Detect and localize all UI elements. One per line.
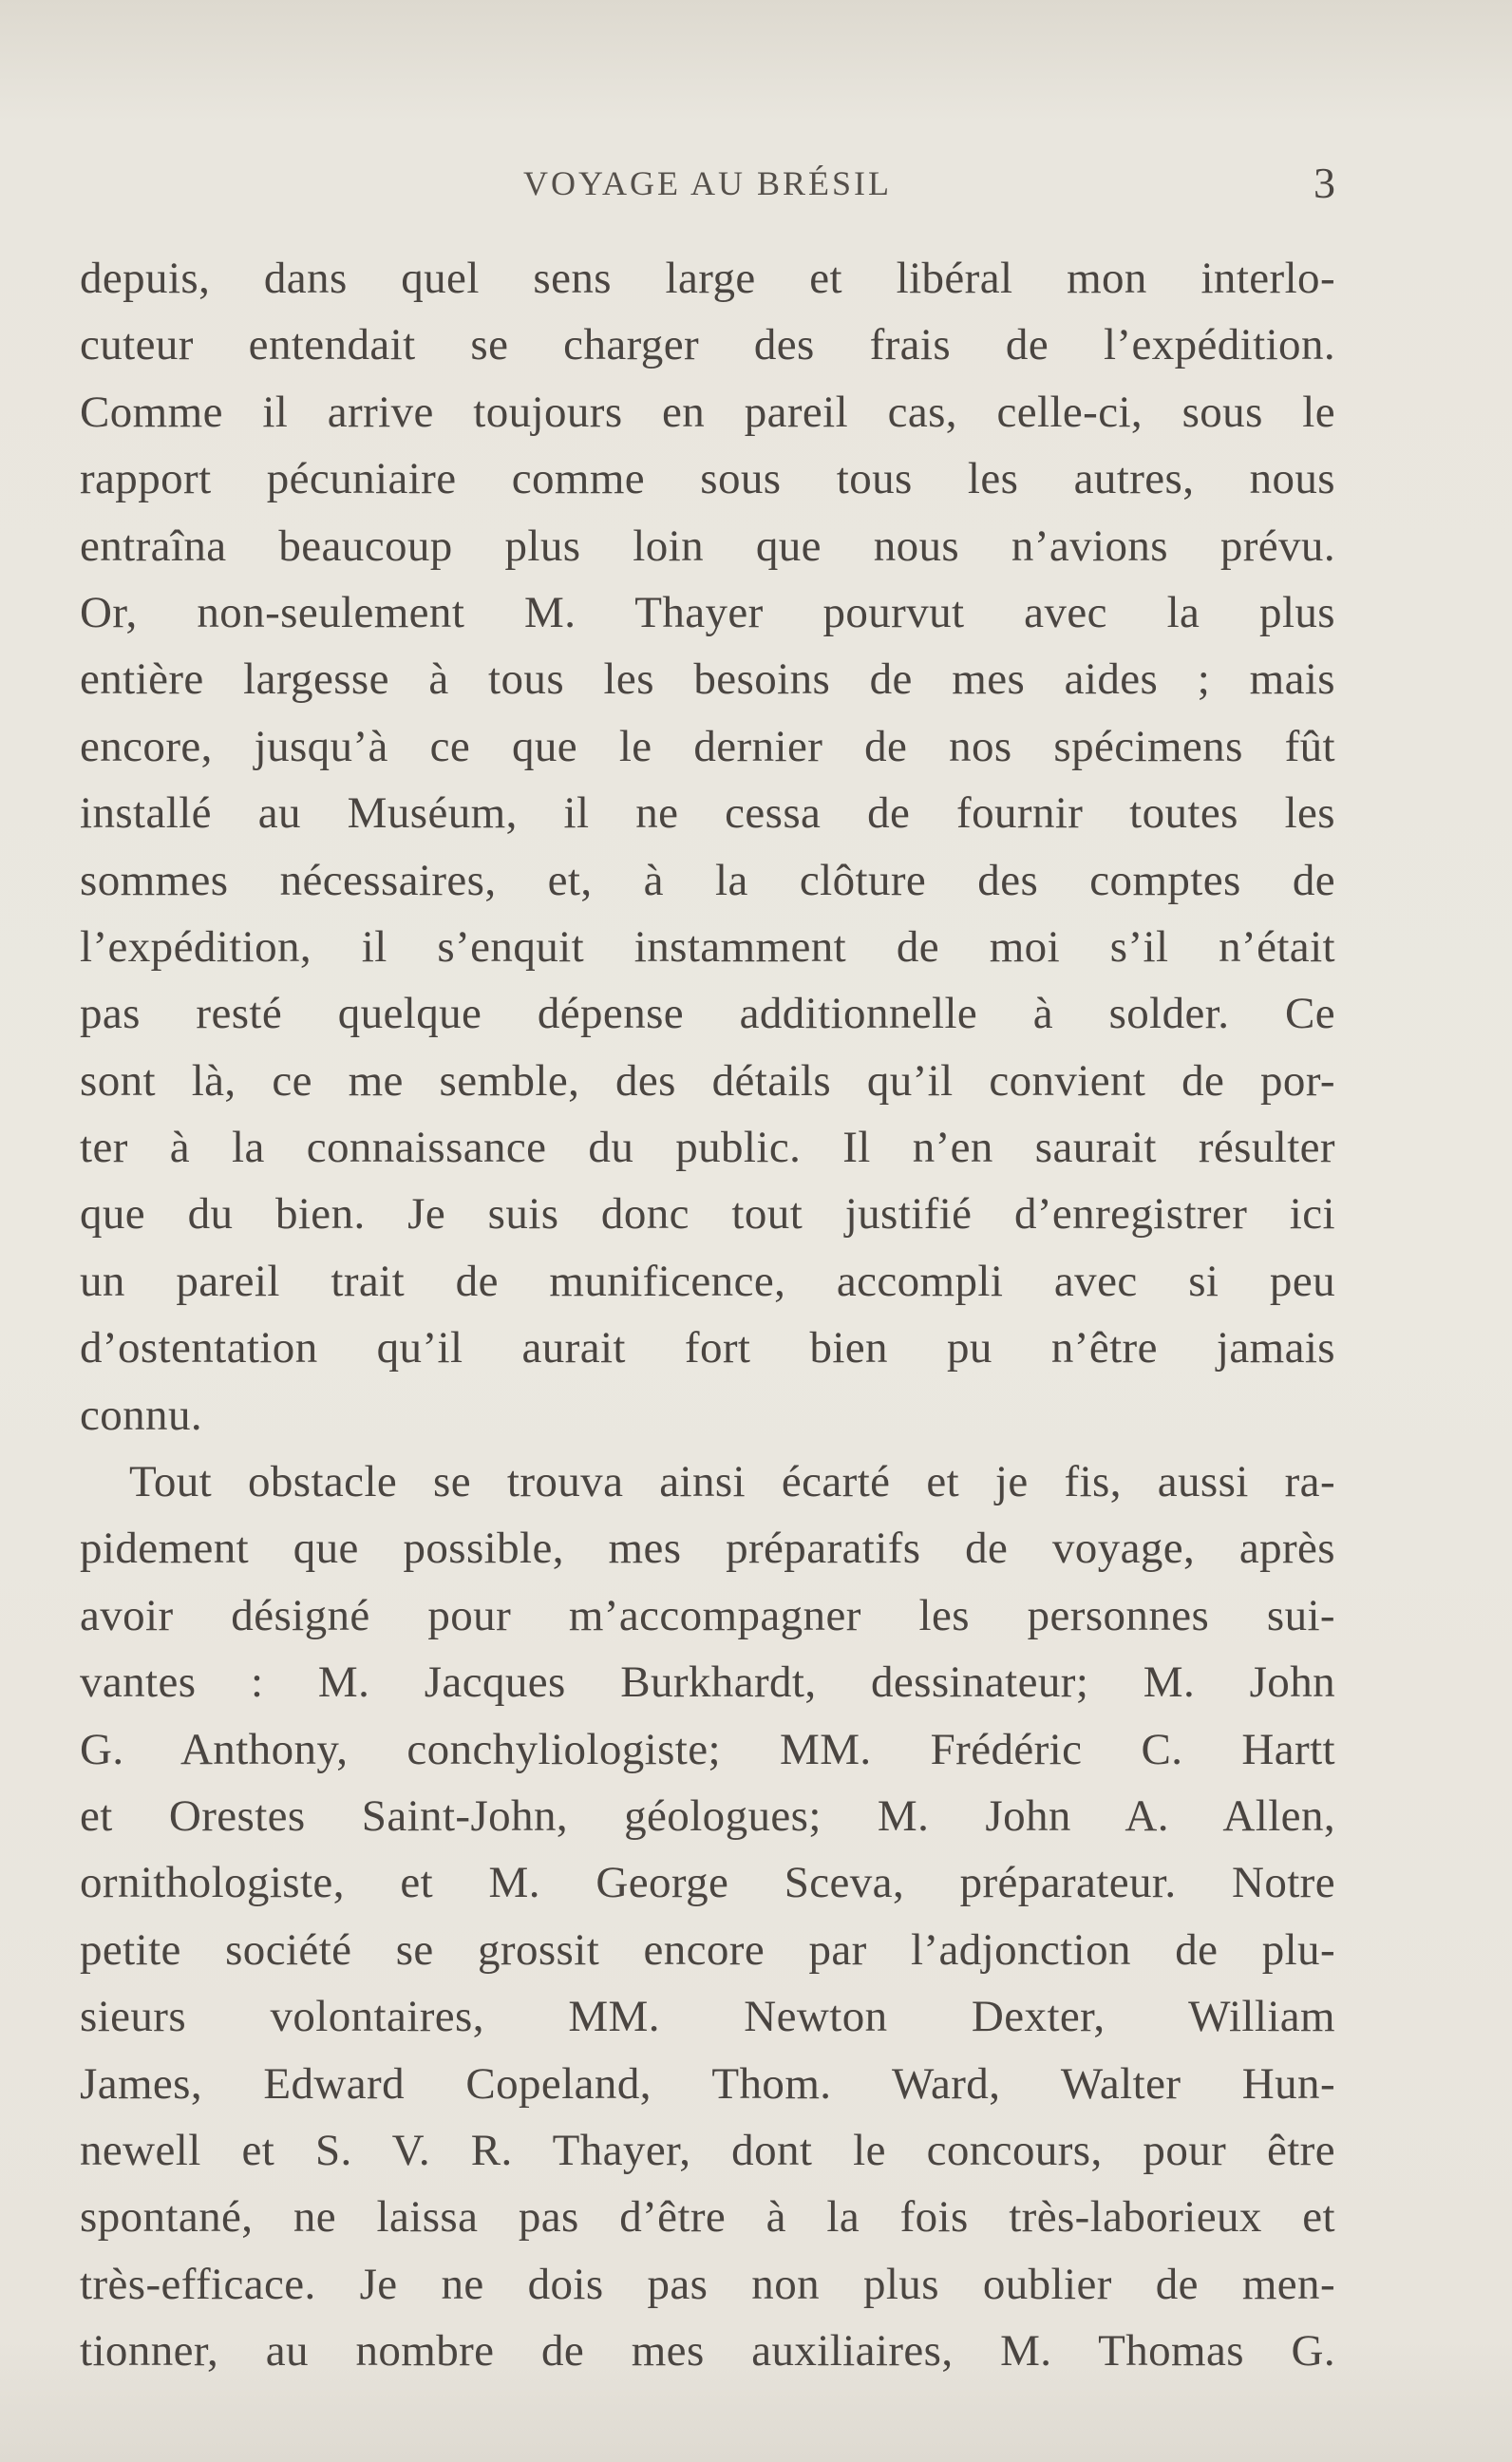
text-line: et Orestes Saint-John, géologues; M. John A. Allen, <box>80 1790 1335 1841</box>
text-line: sommes nécessaires, et, à la clôture des comptes de <box>80 855 1335 905</box>
text-line: ter à la connaissance du public. Il n’en saurait résulter <box>80 1123 1335 1173</box>
text-line: un pareil trait de munificence, accompli avec si peu <box>80 1256 1335 1306</box>
text-line: vantes : M. Jacques Burkhardt, dessinateur; M. John <box>80 1657 1335 1708</box>
text-line: Or, non-seulement M. Thayer pourvut avec la plus <box>80 587 1335 637</box>
text-line: rapport pécuniaire comme sous tous les autres, nous <box>80 454 1335 504</box>
text-line: pas resté quelque dépense additionnelle à solder. Ce <box>80 989 1335 1039</box>
text-line: ornithologiste, et M. George Sceva, préparateur. Notre <box>80 1858 1335 1908</box>
text-line: Comme il arrive toujours en pareil cas, celle-ci, sous le <box>80 387 1335 437</box>
text-line: tionner, au nombre de mes auxiliaires, M. Thomas G. <box>80 2326 1335 2377</box>
text-line: spontané, ne laissa pas d’être à la fois très-laborieux et <box>80 2192 1335 2243</box>
text-line: encore, jusqu’à ce que le dernier de nos spécimens fût <box>80 721 1335 771</box>
text-line: l’expédition, il s’enquit instamment de moi s’il n’était <box>80 921 1335 972</box>
text-line: entière largesse à tous les besoins de mes aides ; mais <box>80 654 1335 705</box>
text-line: depuis, dans quel sens large et libéral mon interlo- <box>80 254 1335 303</box>
text-line: cuteur entendait se charger des frais de l’expédition. <box>80 320 1335 370</box>
text-line: pidement que possible, mes préparatifs de voyage, après <box>80 1524 1335 1574</box>
text-line: petite société se grossit encore par l’adjonction de plu- <box>80 1924 1335 1975</box>
text-line: sont là, ce me semble, des détails qu’il convient de por- <box>80 1055 1335 1106</box>
text-line: Tout obstacle se trouva ainsi écarté et je fis, aussi ra- <box>129 1457 1335 1507</box>
text-line: avoir désigné pour m’accompagner les personnes sui- <box>80 1590 1335 1640</box>
text-line: très-efficace. Je ne dois pas non plus oublier de men- <box>80 2259 1335 2309</box>
body-text <box>80 245 1335 2385</box>
text-line: sieurs volontaires, MM. Newton Dexter, William <box>80 1992 1335 2042</box>
text-line: entraîna beaucoup plus loin que nous n’avions prévu. <box>80 521 1335 571</box>
page-header <box>80 159 1335 220</box>
running-title: VOYAGE AU BRÉSIL <box>522 164 892 202</box>
text-line: installé au Muséum, il ne cessa de fournir toutes les <box>80 788 1335 839</box>
text-line: James, Edward Copeland, Thom. Ward, Walter Hun- <box>80 2058 1335 2109</box>
text-line: connu. <box>80 1390 203 1440</box>
text-line: que du bien. Je suis donc tout justifié d’enregistrer ici <box>80 1189 1335 1240</box>
text-line: d’ostentation qu’il aurait fort bien pu n’être jamais <box>80 1323 1335 1373</box>
text-line: G. Anthony, conchyliologiste; MM. Frédéric C. Hartt <box>80 1724 1335 1774</box>
text-line: newell et S. V. R. Thayer, dont le concours, pour être <box>80 2125 1335 2175</box>
page-number: 3 <box>1314 159 1335 207</box>
